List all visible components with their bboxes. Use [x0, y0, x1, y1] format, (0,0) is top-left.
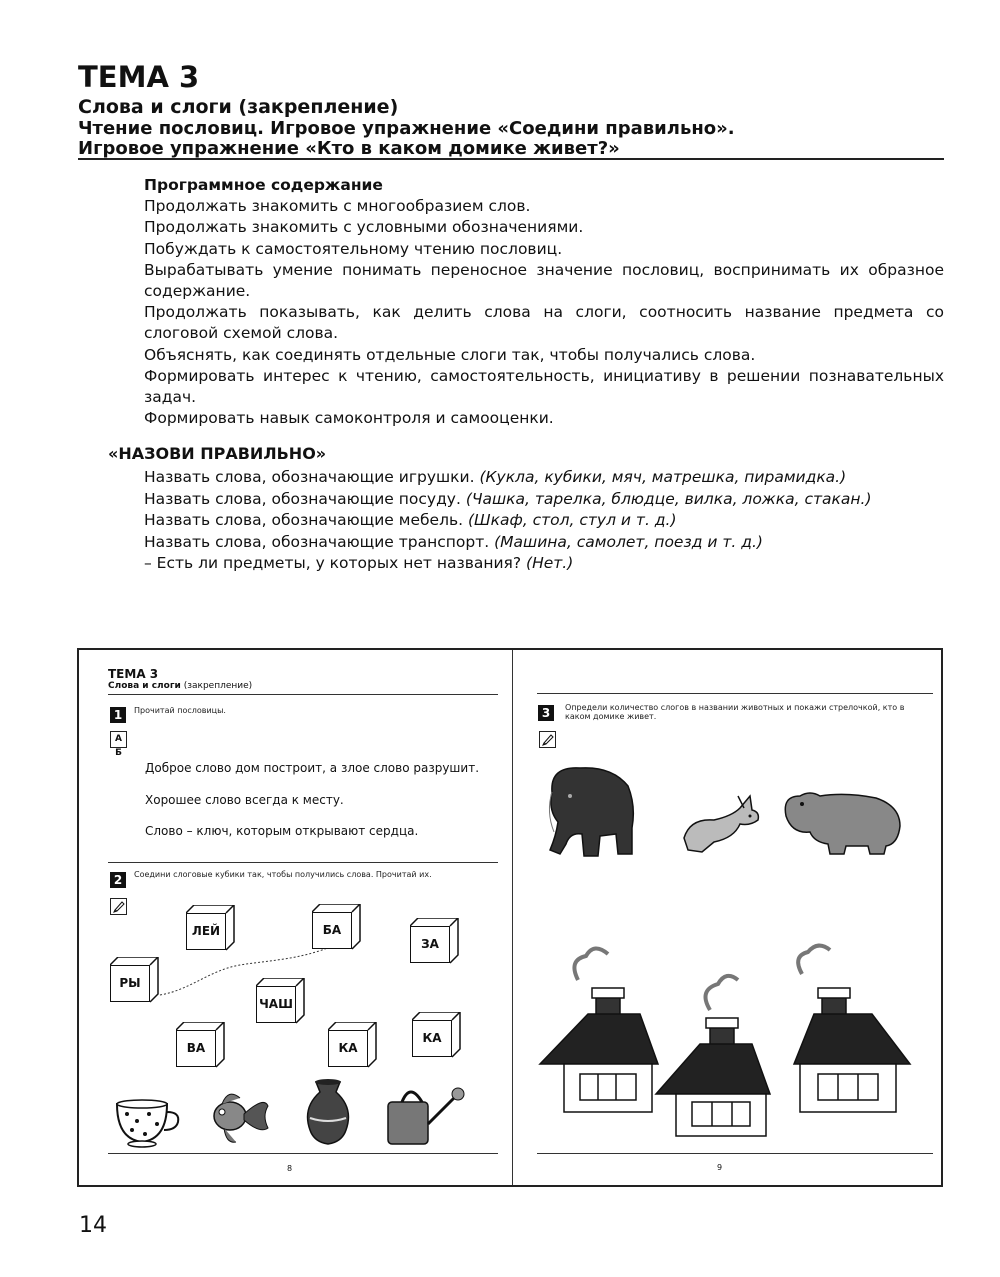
elephant-picture [540, 762, 640, 860]
task-number-2: 2 [110, 872, 126, 888]
goldfish-picture [202, 1086, 272, 1148]
program-item: Продолжать показывать, как делить слова на слоги, соотносить название предмета со слоговой схемой слова. [144, 303, 944, 343]
program-item: Продолжать знакомить с многообразием слов. [144, 197, 531, 216]
pencil-icon [110, 898, 127, 915]
game-list [144, 467, 944, 575]
lesson-line-2: Игровое упражнение «Кто в каком домике живет?» [78, 138, 620, 159]
program-content [144, 175, 944, 429]
vase-picture [298, 1078, 358, 1148]
program-item: Формировать навык самоконтроля и самооценки. [144, 409, 554, 428]
theme-title: ТЕМА 3 [78, 60, 200, 94]
game-item: Назвать слова, обозначающие транспорт. (Машина, самолет, поезд и т. д.) [144, 532, 763, 551]
task-2-text: Соедини слоговые кубики так, чтобы получились слова. Прочитай их. [134, 870, 432, 879]
page-bottom-rule [108, 1153, 498, 1154]
program-item: Побуждать к самостоятельному чтению пословиц. [144, 239, 563, 258]
page-bottom-rule [537, 1153, 933, 1154]
teacup-picture [112, 1094, 182, 1149]
section-rule [108, 862, 498, 863]
page-rule [537, 693, 933, 694]
header-divider [78, 158, 944, 160]
game-item: – Есть ли предметы, у которых нет названия? (Нет.) [144, 554, 574, 572]
page-theme-title: ТЕМА 3 [108, 667, 159, 681]
program-item: Вырабатывать умение понимать переносное значение пословиц, воспринимать их образное содержание. [144, 260, 944, 301]
page-rule [108, 694, 498, 695]
game-item: Назвать слова, обозначающие игрушки. (Кукла, кубики, мяч, матрешка, пирамидка.) [144, 468, 847, 486]
watering-can-picture [380, 1080, 470, 1150]
game-item: Назвать слова, обозначающие мебель. (Шкаф, стол, стул и т. д.) [144, 511, 677, 529]
left-page-number: 8 [287, 1164, 293, 1173]
proverb-2: Хорошее слово всегда к месту. [145, 793, 344, 807]
program-title: Программное содержание [144, 176, 383, 194]
hippo-picture [776, 786, 906, 856]
page-number: 14 [79, 1213, 107, 1238]
lesson-subtitle: Слова и слоги (закрепление) [78, 96, 399, 118]
game-item: Назвать слова, обозначающие посуду. (Чашка, тарелка, блюдце, вилка, ложка, стакан.) [144, 489, 872, 508]
program-item: Формировать интерес к чтению, самостоятельность, инициативу в решении познавательных задач. [144, 366, 944, 407]
right-page-number: 9 [717, 1163, 723, 1172]
program-item: Продолжать знакомить с условными обозначениями. [144, 218, 584, 237]
program-item: Объяснять, как соединять отдельные слоги так, чтобы получались слова. [144, 345, 756, 364]
task-number-1: 1 [110, 707, 126, 723]
game-title: «НАЗОВИ ПРАВИЛЬНО» [108, 444, 327, 463]
pencil-icon [539, 731, 556, 748]
task-number-3: 3 [538, 705, 554, 721]
task-3-text: Определи количество слогов в названии животных и покажи стрелочкой, кто в каком домике живет. [565, 703, 905, 721]
read-icon: А Б [110, 731, 127, 748]
proverb-1: Доброе слово дом построит, а злое слово разрушит. [145, 761, 480, 775]
spread-divider [512, 650, 513, 1185]
task-1-text: Прочитай пословицы. [134, 706, 226, 715]
houses-picture [538, 940, 933, 1140]
lesson-line-1: Чтение пословиц. Игровое упражнение «Соедини правильно». [78, 118, 735, 139]
proverb-3: Слово – ключ, которым открывают сердца. [145, 824, 419, 838]
page-subtitle: Слова и слоги (закрепление) [108, 681, 253, 691]
rabbit-picture [674, 794, 764, 854]
